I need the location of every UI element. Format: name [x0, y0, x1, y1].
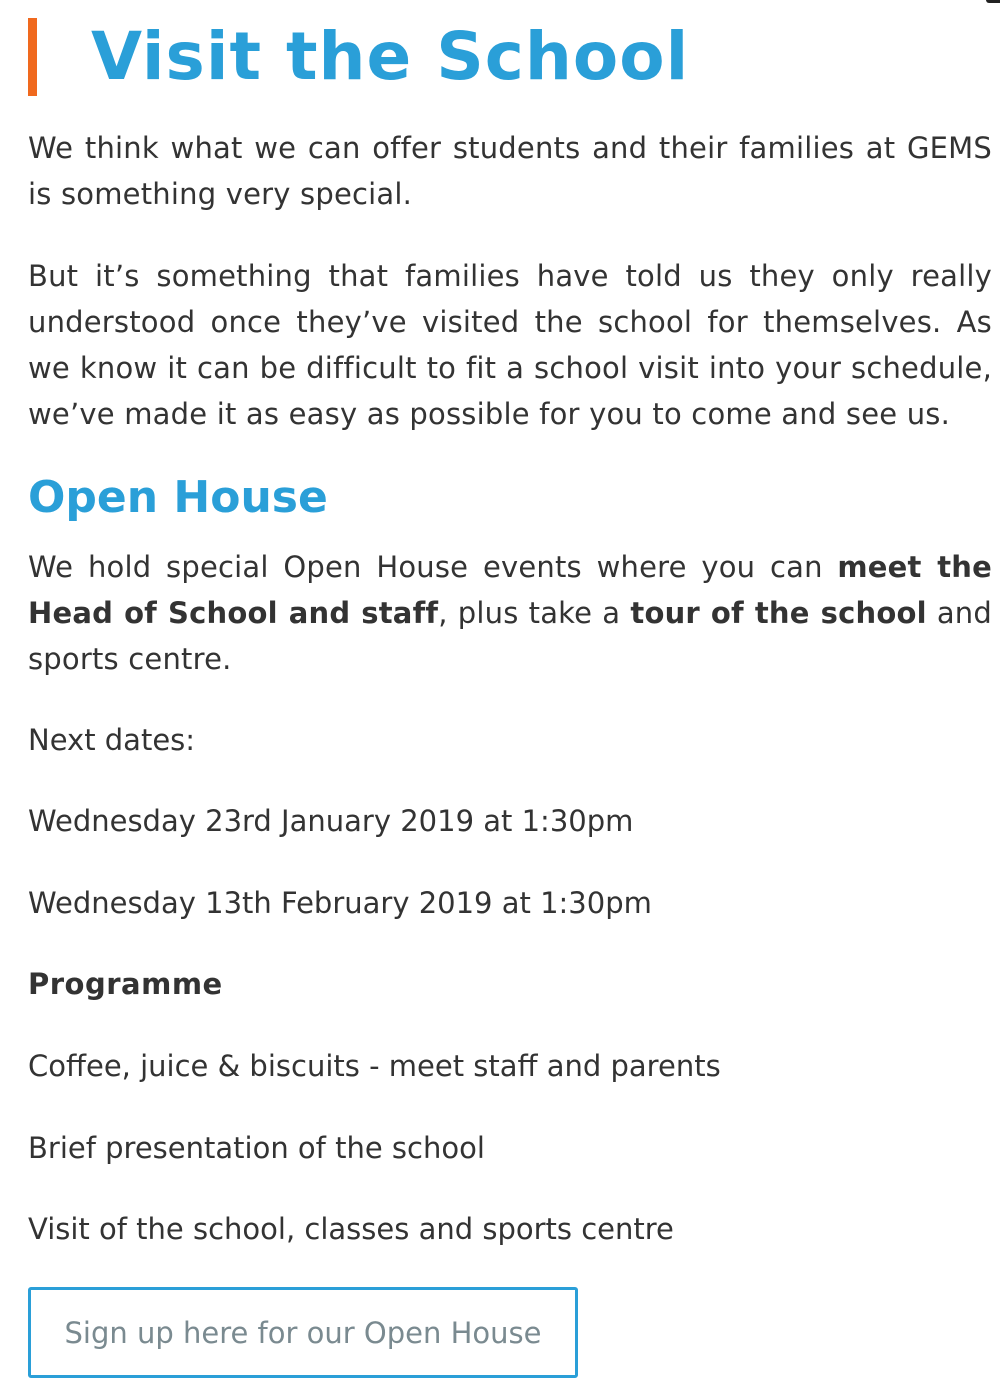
open-house-bold-meet-head: meet the Head of School and staff	[28, 550, 992, 630]
signup-open-house-button[interactable]	[28, 1287, 578, 1378]
programme-item-3: Visit of the school, classes and sports centre	[28, 1212, 674, 1246]
next-dates-label: Next dates:	[28, 723, 196, 757]
programme-item-1: Coffee, juice & biscuits - meet staff and parents	[28, 1049, 721, 1083]
open-house-text-2: , plus take a	[438, 596, 631, 630]
date-item-1: Wednesday 23rd January 2019 at 1:30pm	[28, 804, 634, 838]
intro-paragraph-2: But it’s something that families have told us they only really understood once they’ve visited the school for themselves. As we know it can be difficult to fit a school visit into your schedule, we’ve made it as easy as possible for you to come and see us.	[28, 259, 992, 431]
date-item-2: Wednesday 13th February 2019 at 1:30pm	[28, 886, 652, 920]
open-house-description	[28, 544, 992, 682]
page-title-row	[28, 18, 689, 96]
open-house-text-1: We hold special Open House events where you can	[28, 550, 838, 584]
programme-heading: Programme	[28, 967, 223, 1001]
corner-mark	[986, 0, 1000, 3]
page-title: Visit the School	[91, 18, 690, 95]
signup-button-label: Sign up here for our Open House	[64, 1315, 542, 1350]
programme-item-2: Brief presentation of the school	[28, 1131, 485, 1165]
open-house-bold-tour: tour of the school	[630, 596, 927, 630]
open-house-heading: Open House	[28, 472, 328, 523]
title-accent-bar	[28, 18, 37, 96]
intro-paragraph-1: We think what we can offer students and their families at GEMS is something very special.	[28, 131, 992, 211]
open-house-text-3: and sports centre.	[28, 596, 992, 676]
